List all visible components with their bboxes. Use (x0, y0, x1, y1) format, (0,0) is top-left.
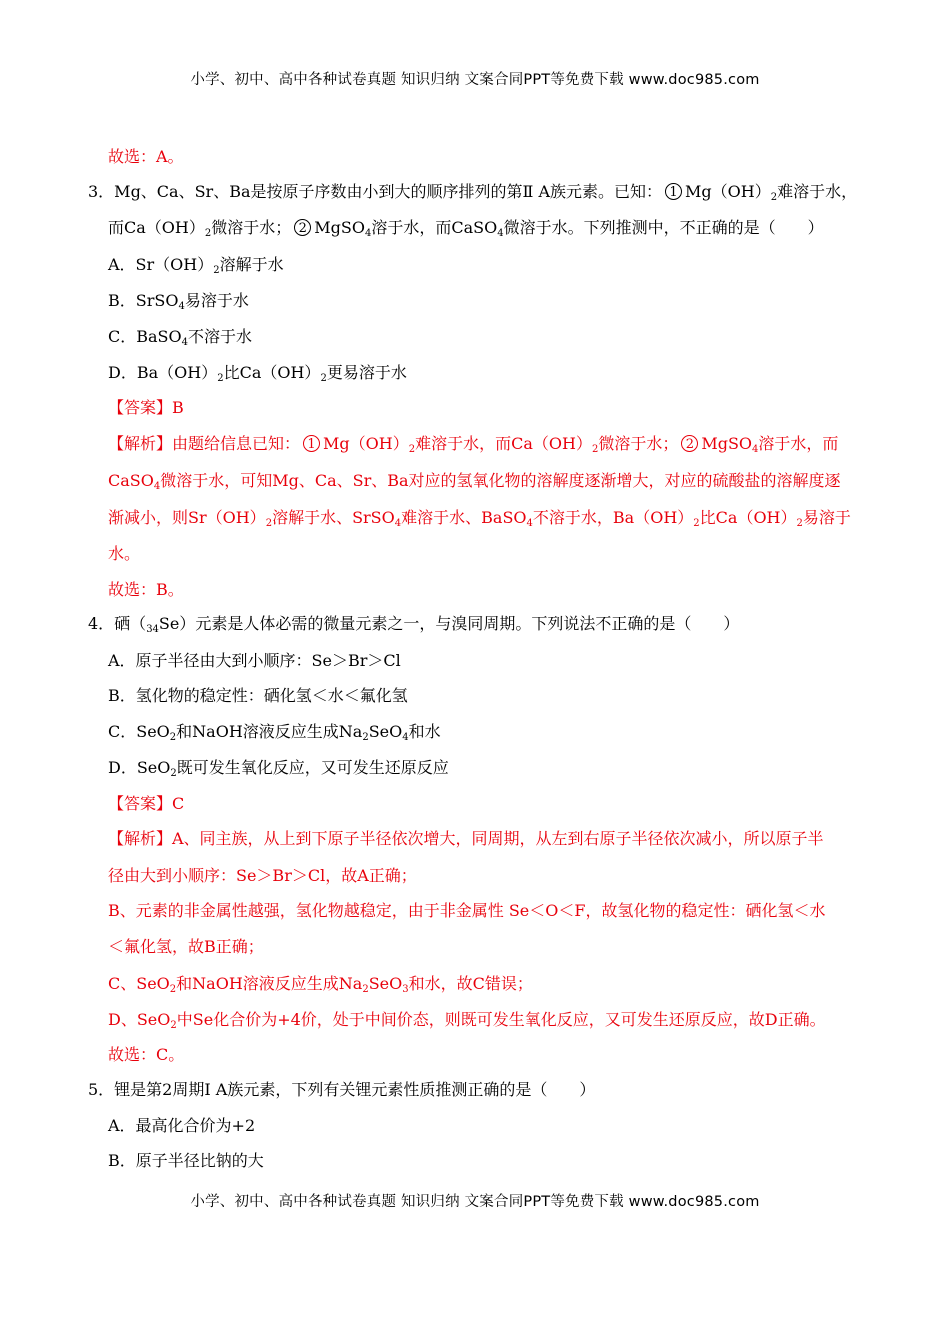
header-banner: 小学、初中、高中各种试卷真题 知识归纳 文案合同PPT等免费下载 www.doc985.com (190, 72, 760, 88)
q4-analysis-line5: C、SeO$_2$和NaOH溶液反应生成$Na_2SeO_3$和水，故C错误； (108, 974, 533, 995)
q4-answer: 【答案】C (108, 794, 185, 813)
q4-analysis-line4: ＜氟化氢，故B正确； (108, 937, 264, 956)
circled-2-icon: 2 (681, 435, 698, 452)
prev-conclusion: 故选：A。 (108, 147, 184, 166)
circled-1-icon: 1 (665, 183, 682, 200)
footer-banner: 小学、初中、高中各种试卷真题 知识归纳 文案合同PPT等免费下载 www.doc985.com (190, 1194, 760, 1210)
q4-stem: 4．硒$(_{34}Se)$元素是人体必需的微量元素之一，与溴同周期。下列说法不正确的是（ ） (88, 614, 740, 635)
q5-option-a: A．最高化合价为+2 (108, 1116, 256, 1135)
q3-stem-line2: 而$Ca(OH)_2$微溶于水； 2 MgSO$_4$溶于水，而CaSO$_4$微溶于水。下列推测中，不正确的是（ ） (108, 218, 824, 239)
circled-1-icon: 1 (303, 435, 320, 452)
q4-analysis-line2: 径由大到小顺序：Se＞Br＞Cl，故A正确； (108, 866, 417, 885)
q4-option-b: B．氢化物的稳定性：硒化氢＜水＜氟化氢 (108, 686, 408, 705)
q4-analysis-line3: B、元素的非金属性越强，氢化物越稳定，由于非金属性 Se＜O＜F，故氢化物的稳定性：硒化氢＜水 (108, 901, 826, 920)
q4-analysis-line1: 【解析】A、同主族，从上到下原子半径依次增大，同周期，从左到右原子半径依次减小，所以原子半 (108, 829, 824, 848)
q4-analysis-line6: D、SeO$_2$中Se化合价为+4价，处于中间价态，则既可发生氧化反应，又可发生还原反应，故D正确。 (108, 1010, 826, 1031)
q3-analysis-line1: 【解析】由题给信息已知： 1 $Mg(OH)_2$难溶于水，而$Ca(OH)_2$微溶于水； 2 MgSO$_4$溶于水，而 (108, 434, 839, 455)
q3-conclusion: 故选：B。 (108, 580, 184, 599)
q4-option-d: D．SeO$_2$既可发生氧化反应，又可发生还原反应 (108, 758, 449, 779)
q3-option-b: B．SrSO$_4$易溶于水 (108, 291, 249, 312)
q3-analysis-line4: 水。 (108, 544, 141, 563)
q4-option-c: C．SeO$_2$和NaOH溶液反应生成$Na_2SeO_4$和水 (108, 722, 441, 743)
q5-stem: 5．锂是第2周期Ⅰ A族元素，下列有关锂元素性质推测正确的是（ ） (88, 1080, 596, 1099)
q4-option-a: A．原子半径由大到小顺序：Se＞Br＞Cl (108, 651, 401, 670)
q3-option-a: A．$Sr(OH)_2$溶解于水 (108, 255, 284, 276)
q5-option-b: B．原子半径比钠的大 (108, 1151, 264, 1170)
q3-stem-line1: 3．Mg、Ca、Sr、Ba是按原子序数由小到大的顺序排列的第Ⅱ A族元素。已知： 1 $Mg(OH)_2$难溶于水， (88, 182, 858, 203)
q3-option-d: D．$Ba(OH)_2$比$Ca(OH)_2$更易溶于水 (108, 363, 407, 384)
q3-option-c: C．BaSO$_4$不溶于水 (108, 327, 253, 348)
q3-answer: 【答案】B (108, 398, 184, 417)
q4-conclusion: 故选：C。 (108, 1045, 185, 1064)
q3-analysis-line2: CaSO$_4$微溶于水，可知Mg、Ca、Sr、Ba对应的氢氧化物的溶解度逐渐增大，对应的硫酸盐的溶解度逐 (108, 471, 841, 492)
q3-analysis-line3: 渐减小，则$Sr(OH)_2$溶解于水、SrSO$_4$难溶于水、BaSO$_4$不溶于水，$Ba(OH)_2$比$Ca(OH)_2$易溶于 (108, 508, 851, 529)
circled-2-icon: 2 (294, 219, 311, 236)
